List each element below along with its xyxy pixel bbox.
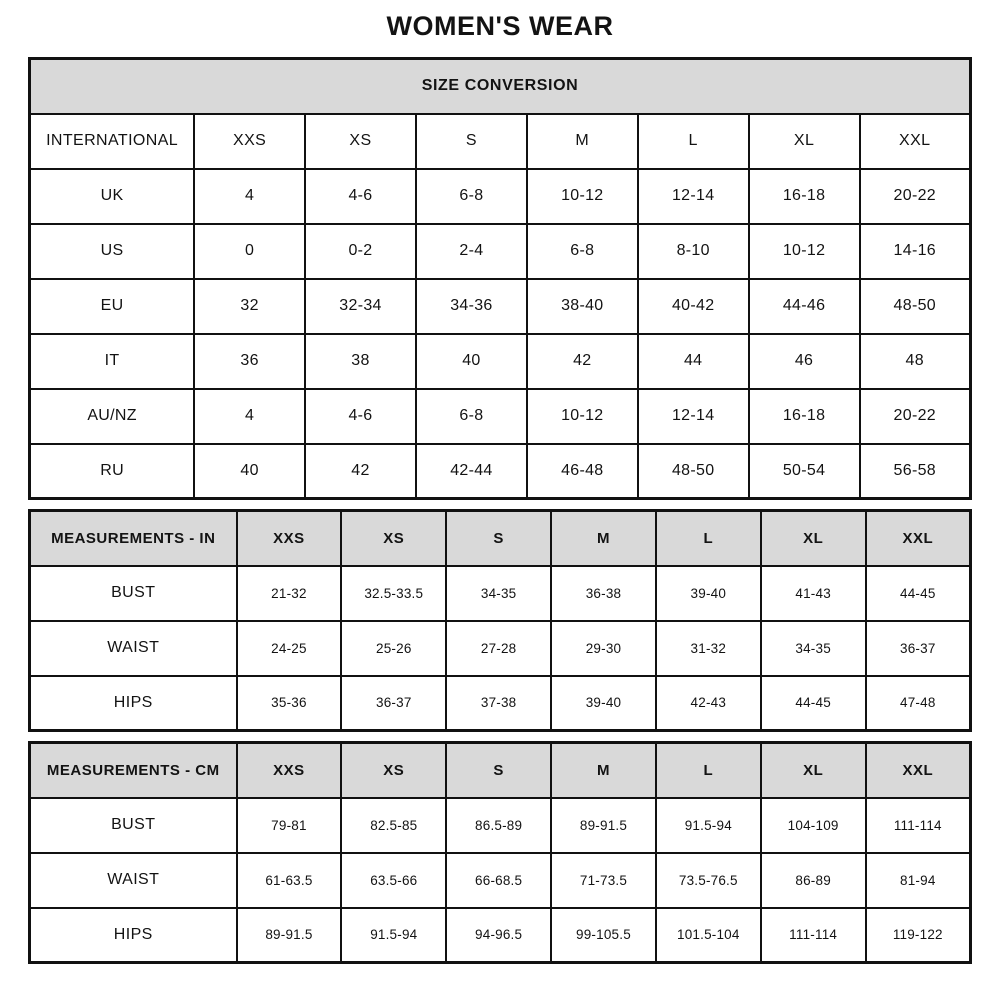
- label-column-header: MEASUREMENTS - IN: [30, 511, 237, 566]
- data-cell: 4: [194, 389, 305, 444]
- data-cell: 47-48: [866, 676, 971, 731]
- data-cell: 41-43: [761, 566, 866, 621]
- data-cell: 36-37: [866, 621, 971, 676]
- data-cell: 40: [194, 444, 305, 499]
- measurements-in-table: [28, 509, 972, 732]
- data-cell: 91.5-94: [656, 798, 761, 853]
- row-label: BUST: [30, 798, 237, 853]
- size-column-header: M: [527, 114, 638, 169]
- column-header-row: [30, 511, 971, 566]
- data-cell: 31-32: [656, 621, 761, 676]
- data-cell: 81-94: [866, 853, 971, 908]
- data-cell: 104-109: [761, 798, 866, 853]
- data-cell: 86-89: [761, 853, 866, 908]
- size-column-header: S: [416, 114, 527, 169]
- data-cell: 16-18: [749, 169, 860, 224]
- data-cell: 2-4: [416, 224, 527, 279]
- data-cell: 56-58: [860, 444, 971, 499]
- row-label: UK: [30, 169, 195, 224]
- data-cell: 34-35: [446, 566, 551, 621]
- data-cell: 36-38: [551, 566, 656, 621]
- table-row: [30, 566, 971, 621]
- size-column-header: XXL: [866, 743, 971, 798]
- data-cell: 91.5-94: [341, 908, 446, 963]
- data-cell: 89-91.5: [551, 798, 656, 853]
- data-cell: 44-45: [761, 676, 866, 731]
- data-cell: 14-16: [860, 224, 971, 279]
- data-cell: 46-48: [527, 444, 638, 499]
- row-label: WAIST: [30, 621, 237, 676]
- size-column-header: L: [656, 743, 761, 798]
- data-cell: 27-28: [446, 621, 551, 676]
- data-cell: 4: [194, 169, 305, 224]
- column-header-row: [30, 743, 971, 798]
- data-cell: 29-30: [551, 621, 656, 676]
- data-cell: 40-42: [638, 279, 749, 334]
- data-cell: 8-10: [638, 224, 749, 279]
- data-cell: 35-36: [237, 676, 342, 731]
- data-cell: 6-8: [416, 169, 527, 224]
- data-cell: 89-91.5: [237, 908, 342, 963]
- size-column-header: XL: [761, 743, 866, 798]
- table-row: [30, 444, 971, 499]
- table-row: [30, 676, 971, 731]
- table-row: [30, 908, 971, 963]
- data-cell: 44-45: [866, 566, 971, 621]
- data-cell: 34-35: [761, 621, 866, 676]
- size-column-header: XXS: [237, 511, 342, 566]
- data-cell: 79-81: [237, 798, 342, 853]
- size-column-header: M: [551, 743, 656, 798]
- data-cell: 42-43: [656, 676, 761, 731]
- data-cell: 94-96.5: [446, 908, 551, 963]
- row-label: HIPS: [30, 676, 237, 731]
- data-cell: 50-54: [749, 444, 860, 499]
- data-cell: 32-34: [305, 279, 416, 334]
- data-cell: 21-32: [237, 566, 342, 621]
- data-cell: 6-8: [416, 389, 527, 444]
- table-row: [30, 389, 971, 444]
- data-cell: 86.5-89: [446, 798, 551, 853]
- size-column-header: S: [446, 511, 551, 566]
- data-cell: 71-73.5: [551, 853, 656, 908]
- size-column-header: S: [446, 743, 551, 798]
- data-cell: 42: [305, 444, 416, 499]
- data-cell: 40: [416, 334, 527, 389]
- row-label: US: [30, 224, 195, 279]
- row-label: HIPS: [30, 908, 237, 963]
- label-column-header: MEASUREMENTS - CM: [30, 743, 237, 798]
- data-cell: 38-40: [527, 279, 638, 334]
- data-cell: 32: [194, 279, 305, 334]
- data-cell: 61-63.5: [237, 853, 342, 908]
- data-cell: 39-40: [656, 566, 761, 621]
- data-cell: 0: [194, 224, 305, 279]
- data-cell: 20-22: [860, 389, 971, 444]
- data-cell: 12-14: [638, 169, 749, 224]
- column-header-row: [30, 114, 971, 169]
- data-cell: 119-122: [866, 908, 971, 963]
- data-cell: 73.5-76.5: [656, 853, 761, 908]
- size-column-header: M: [551, 511, 656, 566]
- data-cell: 42-44: [416, 444, 527, 499]
- data-cell: 37-38: [446, 676, 551, 731]
- size-column-header: XXS: [194, 114, 305, 169]
- data-cell: 44-46: [749, 279, 860, 334]
- size-column-header: XS: [341, 511, 446, 566]
- data-cell: 99-105.5: [551, 908, 656, 963]
- size-column-header: XL: [749, 114, 860, 169]
- row-label: BUST: [30, 566, 237, 621]
- measurements-cm-table: [28, 741, 972, 964]
- size-column-header: L: [638, 114, 749, 169]
- data-cell: 10-12: [527, 169, 638, 224]
- data-cell: 16-18: [749, 389, 860, 444]
- data-cell: 32.5-33.5: [341, 566, 446, 621]
- data-cell: 4-6: [305, 169, 416, 224]
- size-column-header: XXS: [237, 743, 342, 798]
- data-cell: 39-40: [551, 676, 656, 731]
- size-conversion-table-banner: SIZE CONVERSION: [30, 59, 971, 114]
- size-column-header: XS: [341, 743, 446, 798]
- data-cell: 10-12: [527, 389, 638, 444]
- table-row: [30, 224, 971, 279]
- data-cell: 111-114: [866, 798, 971, 853]
- size-column-header: XXL: [866, 511, 971, 566]
- data-cell: 111-114: [761, 908, 866, 963]
- table-row: [30, 334, 971, 389]
- table-row: [30, 621, 971, 676]
- data-cell: 66-68.5: [446, 853, 551, 908]
- data-cell: 38: [305, 334, 416, 389]
- size-column-header: XXL: [860, 114, 971, 169]
- data-cell: 48-50: [860, 279, 971, 334]
- row-label: EU: [30, 279, 195, 334]
- label-column-header: INTERNATIONAL: [30, 114, 195, 169]
- size-column-header: XS: [305, 114, 416, 169]
- data-cell: 48-50: [638, 444, 749, 499]
- data-cell: 0-2: [305, 224, 416, 279]
- data-cell: 82.5-85: [341, 798, 446, 853]
- row-label: AU/NZ: [30, 389, 195, 444]
- data-cell: 46: [749, 334, 860, 389]
- data-cell: 101.5-104: [656, 908, 761, 963]
- table-row: [30, 853, 971, 908]
- data-cell: 12-14: [638, 389, 749, 444]
- data-cell: 6-8: [527, 224, 638, 279]
- data-cell: 4-6: [305, 389, 416, 444]
- data-cell: 10-12: [749, 224, 860, 279]
- data-cell: 36-37: [341, 676, 446, 731]
- table-row: [30, 169, 971, 224]
- data-cell: 34-36: [416, 279, 527, 334]
- row-label: IT: [30, 334, 195, 389]
- size-column-header: XL: [761, 511, 866, 566]
- size-column-header: L: [656, 511, 761, 566]
- row-label: WAIST: [30, 853, 237, 908]
- data-cell: 20-22: [860, 169, 971, 224]
- table-row: [30, 798, 971, 853]
- table-row: [30, 279, 971, 334]
- data-cell: 42: [527, 334, 638, 389]
- row-label: RU: [30, 444, 195, 499]
- data-cell: 36: [194, 334, 305, 389]
- page-title: WOMEN'S WEAR: [386, 11, 614, 41]
- data-cell: 24-25: [237, 621, 342, 676]
- data-cell: 48: [860, 334, 971, 389]
- data-cell: 25-26: [341, 621, 446, 676]
- data-cell: 63.5-66: [341, 853, 446, 908]
- data-cell: 44: [638, 334, 749, 389]
- size-conversion-table: [28, 57, 972, 500]
